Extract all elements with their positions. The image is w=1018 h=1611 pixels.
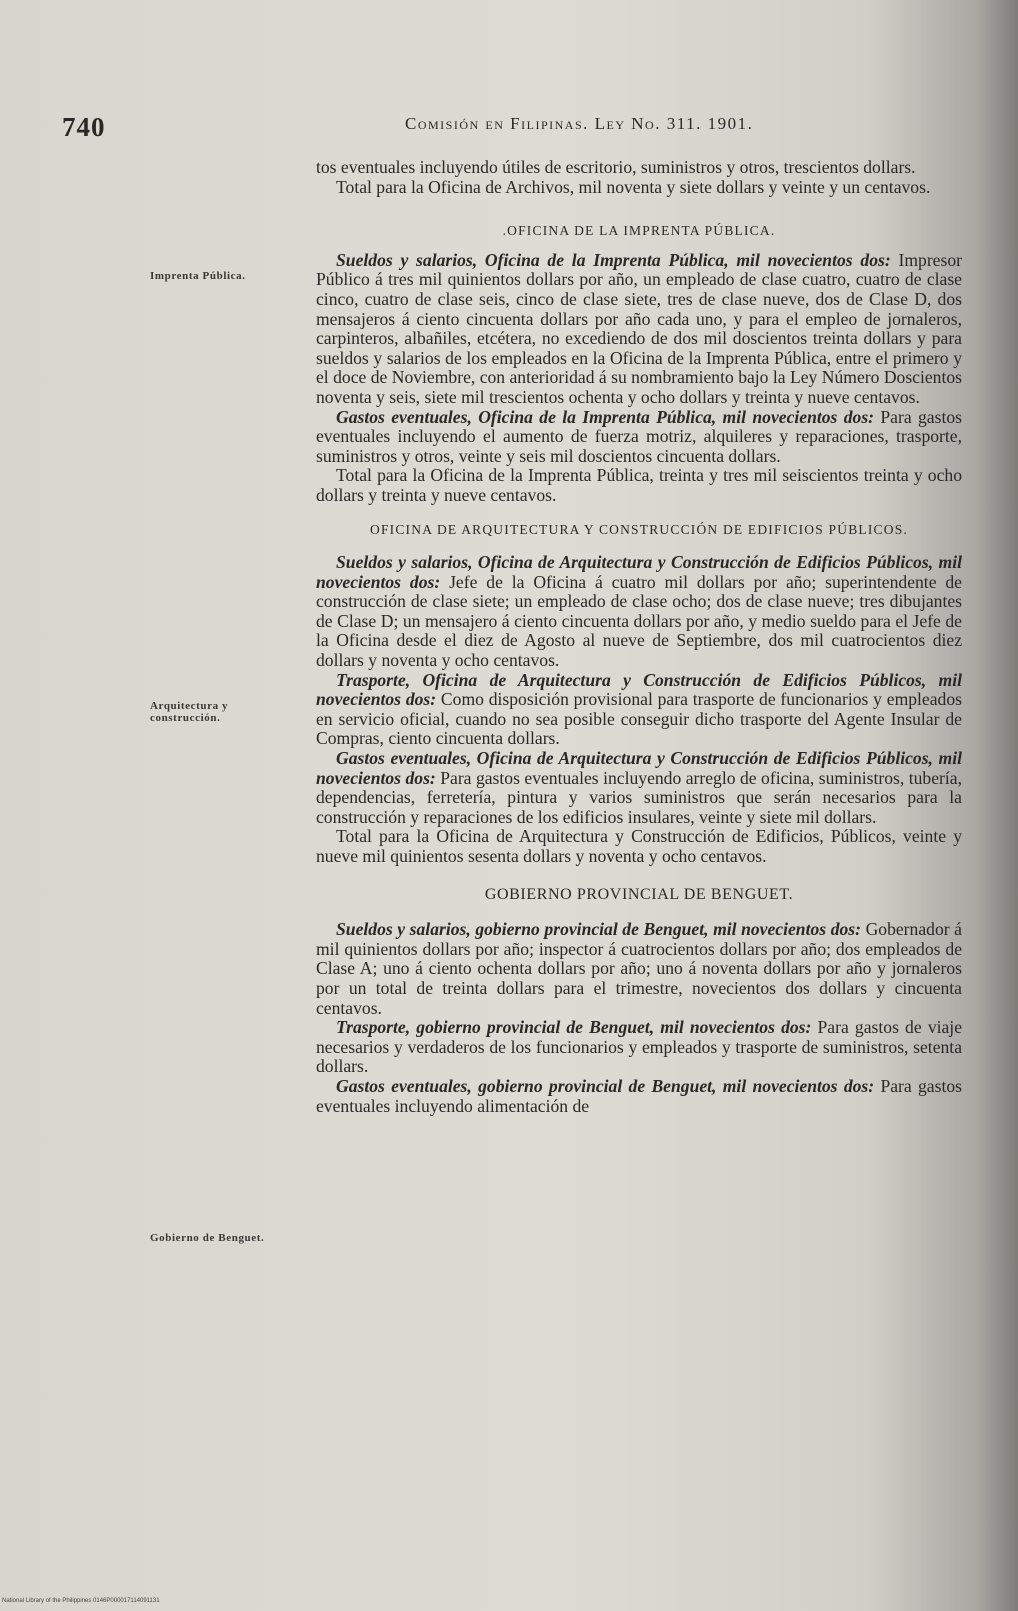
paragraph: tos eventuales incluyendo útiles de escritorio, suministros y otros, trescientos dollars. — [316, 157, 916, 177]
running-head: Comisión en Filipinas. Ley No. 311. 1901. — [405, 114, 754, 133]
margin-note-imprenta: Imprenta Pública. — [150, 270, 246, 282]
margin-note-arquitectura: Arquitectura y construcción. — [150, 700, 229, 724]
paragraph — [316, 251, 962, 408]
paragraph — [316, 1018, 962, 1077]
section-heading: OFICINA DE ARQUITECTURA Y CONSTRUCCIÓN DE EDIFICIOS PÚBLICOS. — [370, 521, 908, 537]
paragraph — [316, 671, 962, 749]
main-text — [316, 158, 962, 1116]
section-heading: GOBIERNO PROVINCIAL DE BENGUET. — [484, 885, 794, 903]
paragraph — [316, 920, 962, 1018]
page-number: 740 — [62, 112, 106, 142]
paragraph-lead: Trasporte, gobierno provincial de Benguet, mil novecientos dos: — [336, 1017, 812, 1038]
paragraph: Total para la Oficina de Arquitectura y Construcción de Edificios, Públicos, veinte y nueve mil quinientos sesenta dollars y noventa y ocho centavos. — [316, 826, 962, 866]
paragraph — [316, 408, 962, 467]
margin-note-benguet: Gobierno de Benguet. — [150, 1232, 265, 1244]
paragraph-text: Impresor Público á tres mil quinientos dollars por año, un empleado de clase cuatro, cuatro de clase cinco, cuatro de clase seis, cinco de clase siete, tres de clase nueve, dos de Clase D, dos mensajeros á ciento cincuenta dollars por año cada uno, y para el empleo de jornaleros, carpinteros, albañiles, etcétera, no excediendo de dos mil doscientos treinta dollars y para sueldos y salarios de los empleados en la Oficina de la Imprenta Pública, entre el primero y el doce de Noviembre, con anterioridad á su nombramiento bajo la Ley Número Doscientos noventa y seis, siete mil trescientos ochenta y ocho dollars y treinta y nueve centavos. — [316, 249, 962, 407]
paragraph-text: Para gastos eventuales incluyendo el aumento de fuerza motriz, alquileres y reparaciones, trasporte, suministros y otros, veinte y seis mil doscientos cincuenta dollars. — [316, 406, 962, 466]
paragraph-text: Para gastos eventuales incluyendo alimentación de — [316, 1075, 962, 1116]
paragraph: Total para la Oficina de Archivos, mil noventa y siete dollars y veinte y un centavos. — [336, 176, 931, 197]
paragraph — [316, 1077, 962, 1116]
paragraph-text: Jefe de la Oficina á cuatro mil dollars por año; superintendente de construcción de clase siete; un empleado de clase ocho; dos de clase nueve; tres dibujantes de Clase D; un mensajero á ciento cincuenta dollars por año, y medio sueldo para el Jefe de la Oficina desde el diez de Agosto al nueve de Septiembre, dos mil cuatrocientos diez dollars y noventa y ocho centavos. — [316, 571, 962, 671]
paragraph-text: Para gastos eventuales incluyendo arreglo de oficina, suministros, tubería, dependencias, ferretería, pintura y varios suministros que serán necesarios para la construcción y reparaciones de los edificios insulares, veinte y siete mil dollars. — [316, 767, 962, 827]
paragraph-lead: Sueldos y salarios, Oficina de Arquitectura y Construcción de Edificios Públicos, mil novecientos dos: — [316, 552, 962, 592]
paragraph — [316, 749, 962, 827]
footer-credit: National Library of the Philippines 0146P000017114091131 — [2, 1598, 160, 1604]
paragraph-lead: Sueldos y salarios, gobierno provincial de Benguet, mil novecientos dos: — [336, 919, 861, 940]
paragraph — [316, 553, 962, 671]
paragraph-lead: Gastos eventuales, gobierno provincial de Benguet, mil novecientos dos: — [336, 1075, 875, 1096]
paragraph: Total para la Oficina de la Imprenta Pública, treinta y tres mil seiscientos treinta y ocho dollars y treinta y nueve centavos. — [316, 465, 962, 505]
paragraph-lead: Trasporte, Oficina de Arquitectura y Construcción de Edificios Públicos, mil novecientos dos: — [316, 669, 962, 710]
paragraph-lead: Sueldos y salarios, Oficina de la Imprenta Pública, mil novecientos dos: — [336, 249, 891, 270]
paragraph-lead: Gastos eventuales, Oficina de la Imprenta Pública, mil novecientos dos: — [336, 406, 875, 427]
paragraph-text: Como disposición provisional para trasporte de funcionarios y empleados en servicio oficial, cuando no sea posible conseguir dicho trasporte del Agente Insular de Compras, ciento cincuenta dollars. — [316, 689, 962, 749]
paragraph-lead: Gastos eventuales, Oficina de Arquitectura y Construcción de Edificios Públicos, mil novecientos dos: — [316, 748, 962, 788]
paragraph-text: Para gastos de viaje necesarios y verdaderos de los funcionarios y empleados y trasporte de suministros, setenta dollars. — [316, 1017, 963, 1077]
paragraph-text: Gobernador á mil quinientos dollars por año; inspector á cuatrocientos dollars por año; dos empleados de Clase A; uno á ciento ochenta dollars por año; uno á noventa dollars por año y jornaleros por un total de treinta dollars para el trimestre, novecientos dos dollars y cincuenta centavos. — [316, 919, 962, 1018]
section-heading: .OFICINA DE LA IMPRENTA PÚBLICA. — [502, 223, 776, 239]
